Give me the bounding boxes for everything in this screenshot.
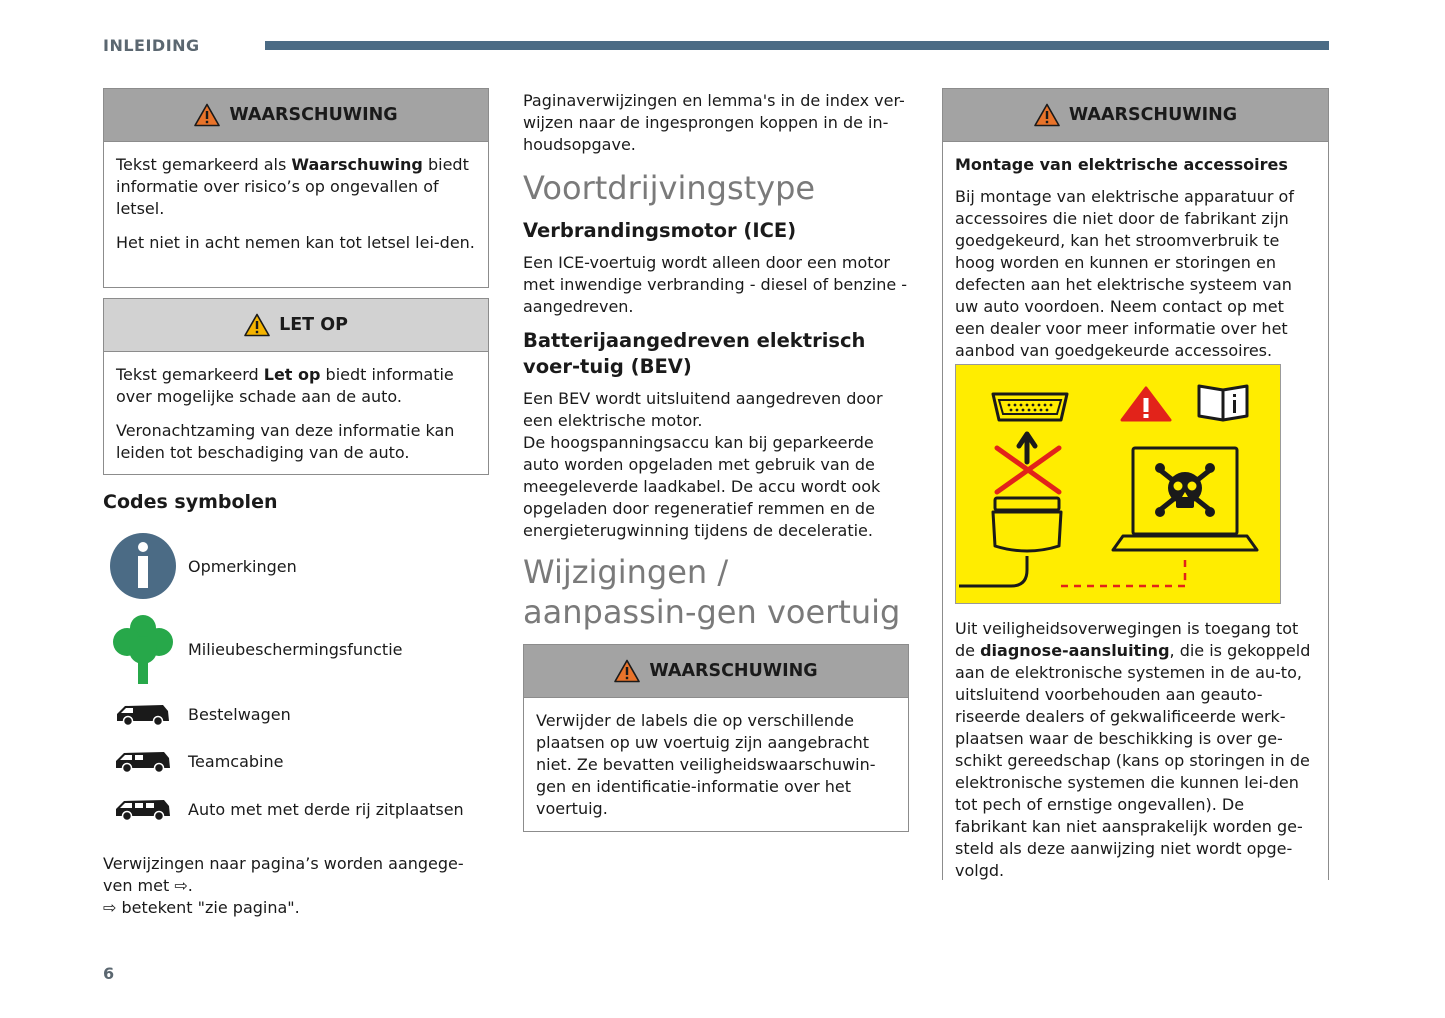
ice-heading: Verbrandingsmotor (ICE) [523, 219, 797, 242]
warning-triangle-icon [614, 659, 640, 683]
accessories-text: Bij montage van elektrische apparatuur of accessoires die niet door de fabrikant zijn goedgekeurd, kan het stroomverbruik te hoog worden en kunnen er storingen en defecten aan het elektrische systeem van uw auto voordoen. Neem contact op met een dealer voor meer informatie over het aanbod van goedgekeurde accessoires. [955, 187, 1294, 360]
bev-text-1: Een BEV wordt uitsluitend aangedreven door een elektrische motor. [523, 389, 883, 430]
symbol-row-third-row [103, 785, 489, 833]
warning-body [524, 698, 908, 830]
reference-explanation-1: Verwijzingen naar pagina’s worden aangege-ven met ⇨. [103, 854, 464, 895]
codes-heading: Codes symbolen [103, 491, 278, 513]
modifications-warning-box [523, 644, 909, 832]
warning-title: WAARSCHUWING [649, 661, 818, 681]
caution-box [103, 298, 489, 475]
caution-body [104, 352, 488, 474]
warning-text-1: Tekst gemarkeerd als Waarschuwing biedt informatie over risico’s op ongevallen of letsel. [116, 155, 469, 218]
intro-text: Paginaverwijzingen en lemma's in de index ver-wijzen naar de ingesprongen koppen in de in-houdsopgave. [523, 91, 905, 154]
page-number: 6 [103, 964, 115, 983]
propulsion-heading: Voortdrijvingstype [523, 169, 816, 207]
warning-triangle-icon [194, 103, 220, 127]
caution-text-2: Veronachtzaming van deze informatie kan leiden tot beschadiging van de auto. [116, 421, 455, 462]
info-icon [109, 532, 177, 600]
warning-box [103, 88, 489, 288]
warning-triangle-icon [244, 313, 270, 337]
column-left [103, 88, 489, 919]
diagnostic-text: Uit veiligheidsoverwegingen is toegang tot de diagnose-aansluiting, die is gekoppeld aan de elektronische systemen in de au-to, uitsluitend voorbehouden aan geauto-riseerde dealers of gekwalificeerde werk-plaatsen waar de beschikking is over ge-schikt gereedschap (kans op storingen in de elektronische systemen die kunnen lei-den tot pech of ernstige ongevallen). De fabrikant kan niet aansprakelijk worden ge-steld als deze aanwijzing niet wordt opge-volgd. [955, 619, 1311, 880]
section-title: INLEIDING [103, 36, 200, 55]
caution-text-1: Tekst gemarkeerd Let op biedt informatie over mogelijke schade aan de auto. [116, 365, 454, 406]
warning-body [943, 142, 1328, 892]
symbol-label: Auto met met derde rij zitplaatsen [188, 799, 464, 819]
column-right [942, 88, 1329, 880]
accessories-warning-box [942, 88, 1329, 880]
symbol-label: Opmerkingen [188, 556, 297, 576]
warning-triangle-icon [1034, 103, 1060, 127]
warning-body [104, 142, 488, 264]
bev-heading: Batterijaangedreven elektrisch voer-tuig (BEV) [523, 329, 866, 378]
symbol-list [103, 525, 489, 833]
header-bar [265, 41, 1329, 50]
symbol-row-team-cab [103, 737, 489, 785]
team-cab-icon [114, 748, 172, 774]
symbol-row-van [103, 691, 489, 737]
symbol-row-info [103, 525, 489, 607]
warning-box-header [104, 89, 488, 142]
modifications-heading: Wijzigingen / aanpassin-gen voertuig [523, 553, 901, 631]
warning-text: Verwijder de labels die op verschillende plaatsen op uw voertuig zijn aangebracht niet. Ze bevatten veiligheidswaarschuwin-gen en identificatie-informatie over het voertuig. [536, 711, 876, 818]
symbol-label: Teamcabine [188, 751, 284, 771]
third-row-car-icon [114, 796, 172, 822]
reference-explanation-2: ⇨ betekent "zie pagina". [103, 898, 300, 917]
symbol-label: Milieubeschermingsfunctie [188, 639, 403, 659]
warning-title: WAARSCHUWING [229, 105, 398, 125]
diagnostic-warning-label-image [955, 364, 1281, 604]
warning-text-2: Het niet in acht nemen kan tot letsel lei-den. [116, 233, 475, 252]
column-middle [523, 88, 909, 832]
caution-title: LET OP [279, 315, 348, 335]
van-icon [115, 701, 171, 727]
ice-text: Een ICE-voertuig wordt alleen door een motor met inwendige verbranding - diesel of benzine - aangedreven. [523, 253, 908, 316]
caution-box-header [104, 299, 488, 352]
warning-box-header [524, 645, 908, 698]
manual-book-icon [1199, 386, 1247, 420]
accessories-subheading: Montage van elektrische accessoires [955, 155, 1288, 174]
warning-title: WAARSCHUWING [1068, 105, 1238, 125]
bev-text-2: De hoogspanningsaccu kan bij geparkeerde auto worden opgeladen met gebruik van de meegeleverde laadkabel. De accu wordt ook opgeladen door regeneratief remmen en de energieterugwinning tijdens de deceleratie. [523, 433, 881, 540]
symbol-row-environment [103, 607, 489, 691]
symbol-label: Bestelwagen [188, 704, 291, 724]
warning-box-header [943, 89, 1328, 142]
laptop-skull-icon [1113, 448, 1257, 550]
tree-icon [112, 614, 174, 684]
